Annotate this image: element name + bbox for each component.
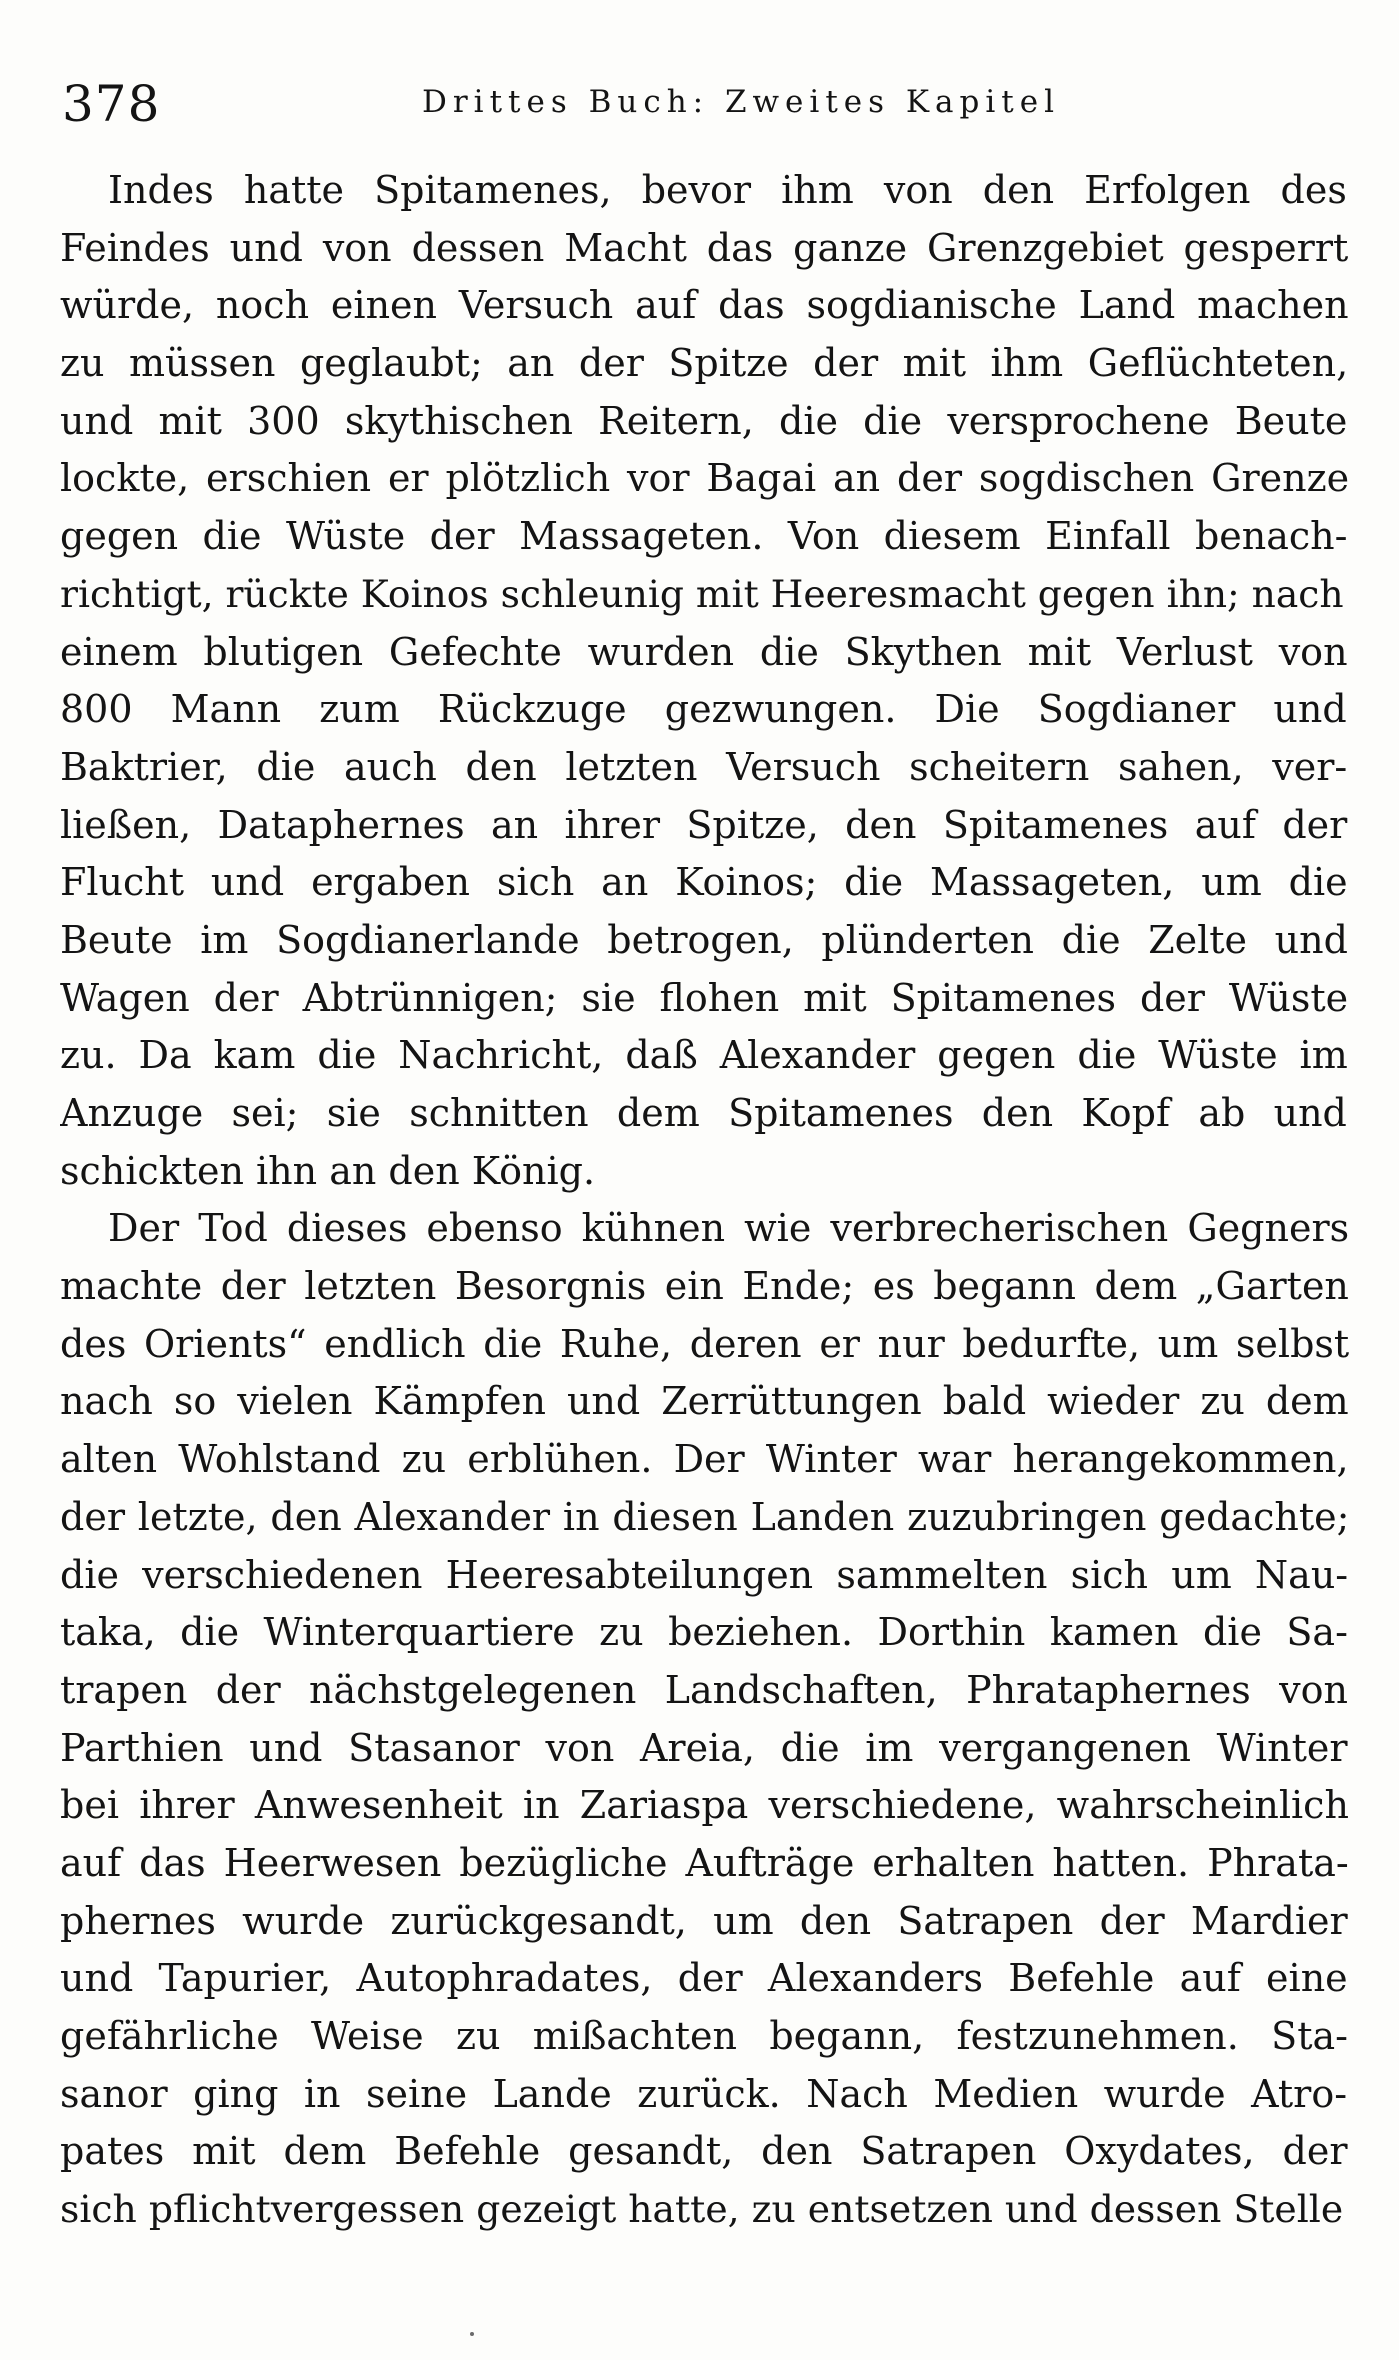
text-line: einem blutigen Gefechte wurden die Skythen mit Verlust von [60,629,1348,674]
text-line: Baktrier, die auch den letzten Versuch scheitern sahen, ver- [60,744,1348,789]
text-line: richtigt, rückte Koinos schleunig mit Heeresmacht gegen ihn; nach [60,571,1344,616]
text-line: Anzuge sei; sie schnitten dem Spitamenes den Kopf ab und [60,1091,1347,1135]
text-line: würde, noch einen Versuch auf das sogdianische Land machen [60,283,1349,328]
text-line: der letzte, den Alexander in diesen Landen zuzubringen gedachte; [60,1494,1350,1539]
text-line: des Orients“ endlich die Ruhe, deren er nur bedurfte, um selbst [60,1321,1350,1366]
text-line: 800 Mann zum Rückzuge gezwungen. Die Sogdianer und [60,687,1347,732]
page-number: 378 [62,75,161,133]
paragraph [60,1200,1350,2238]
text-line: sanor ging in seine Lande zurück. Nach Medien wurde Atro- [60,2071,1348,2116]
text-line: pates mit dem Befehle gesandt, den Satrapen Oxydates, der [60,2129,1348,2174]
running-head: Drittes Buch: Zweites Kapitel [422,84,1061,120]
page-header [62,64,1332,144]
body-text [60,162,1350,2239]
text-line: auf das Heerwesen bezügliche Aufträge erhalten hatten. Phrata- [60,1840,1349,1885]
text-line: alten Wohlstand zu erblühen. Der Winter war herangekommen, [60,1437,1349,1482]
text-line: zu müssen geglaubt; an der Spitze der mit ihm Geflüchteten, [60,341,1349,386]
text-line: bei ihrer Anwesenheit in Zariaspa verschiedene, wahrscheinlich [60,1783,1349,1828]
text-line: lockte, erschien er plötzlich vor Bagai an der sogdischen Grenze [60,456,1350,501]
text-line: gefährliche Weise zu mißachten begann, festzunehmen. Sta- [60,2014,1348,2058]
text-line: nach so vielen Kämpfen und Zerrüttungen bald wieder zu dem [60,1379,1349,1424]
text-line: sich pflichtvergessen gezeigt hatte, zu entsetzen und dessen Stelle [60,2187,1344,2232]
text-line: Feindes und von dessen Macht das ganze Grenzgebiet gesperrt [60,225,1349,270]
text-line: und Tapurier, Autophradates, der Alexanders Befehle auf eine [60,1956,1348,2001]
text-line: Parthien und Stasanor von Areia, die im vergangenen Winter [60,1725,1348,1770]
text-line: Wagen der Abtrünnigen; sie flohen mit Spitamenes der Wüste [60,975,1349,1020]
text-line: Der Tod dieses ebenso kühnen wie verbrecherischen Gegners [108,1206,1350,1251]
text-line: taka, die Winterquartiere zu beziehen. Dorthin kamen die Sa- [60,1610,1348,1655]
text-line: trapen der nächstgelegenen Landschaften, Phrataphernes von [60,1667,1348,1712]
text-line: schickten ihn an den König. [60,1148,596,1193]
text-line: zu. Da kam die Nachricht, daß Alexander gegen die Wüste im [60,1033,1348,1078]
text-line: Indes hatte Spitamenes, bevor ihm von den Erfolgen des [108,168,1347,212]
paragraph [60,162,1350,1200]
text-line: Flucht und ergaben sich an Koinos; die Massageten, um die [60,860,1348,905]
text-line: und mit 300 skythischen Reitern, die die versprochene Beute [60,398,1348,443]
text-line: gegen die Wüste der Massageten. Von diesem Einfall benach- [60,514,1348,559]
text-line: machte der letzten Besorgnis ein Ende; es begann dem „Garten [60,1264,1349,1309]
text-line: ließen, Dataphernes an ihrer Spitze, den Spitamenes auf der [60,802,1348,847]
text-line: phernes wurde zurückgesandt, um den Satrapen der Mardier [60,1898,1348,1943]
text-line: Beute im Sogdianerlande betrogen, plünderten die Zelte und [60,917,1348,962]
text-line: die verschiedenen Heeresabteilungen sammelten sich um Nau- [60,1552,1349,1597]
print-speck [470,2332,474,2336]
